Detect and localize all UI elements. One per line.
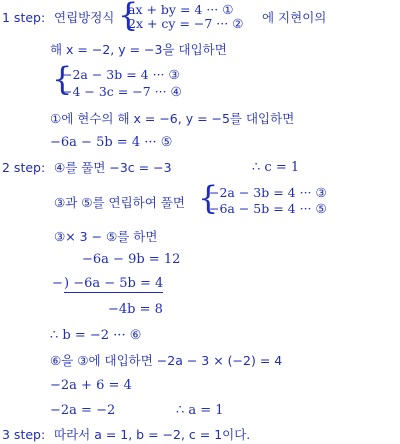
step1-label: 1 step: xyxy=(2,10,46,25)
solve-system-text: ③과 ⑤를 연립하여 풀면 xyxy=(54,195,185,210)
brace-system2: { xyxy=(52,60,73,98)
b-result: ∴ b = −2 ··· ⑥ xyxy=(50,328,142,343)
elimination-result: −4b = 8 xyxy=(108,302,163,317)
system2-eq4: −4 − 3c = −7 ··· ④ xyxy=(62,84,182,99)
step2-c-result: ∴ c = 1 xyxy=(252,160,300,175)
equation-5: −6a − 5b = 4 ··· ⑤ xyxy=(50,135,173,150)
system3-eq3: −2a − 3b = 4 ··· ③ xyxy=(209,185,327,200)
elimination-minus-sign: − xyxy=(52,276,63,291)
final-answer: 따라서 a = 1, b = −2, c = 1이다. xyxy=(54,427,251,442)
step2-solve-4: ④를 풀면 −3c = −3 xyxy=(54,160,172,175)
elimination-row2: ) −6a − 5b = 4 xyxy=(64,276,164,291)
elimination-instruction: ③× 3 − ⑤를 하면 xyxy=(54,229,158,244)
substitute-hyunsu-line: ①에 현수의 해 x = −6, y = −5를 대입하면 xyxy=(50,111,295,126)
system2-eq3: −2a − 3b = 4 ··· ③ xyxy=(62,67,180,82)
substitute-6-into-3: ⑥을 ③에 대입하면 −2a − 3 × (−2) = 4 xyxy=(50,353,283,368)
brace-system3: { xyxy=(198,179,219,217)
step1-prefix: 연립방정식 xyxy=(54,10,115,25)
simplify-line: −2a + 6 = 4 xyxy=(50,378,132,393)
step3-label: 3 step: xyxy=(2,427,46,442)
brace-system1: { xyxy=(118,0,139,34)
system1-eq2: 2x + cy = −7 ··· ② xyxy=(128,16,244,31)
a-equation: −2a = −2 xyxy=(50,403,116,418)
step1-suffix: 에 지현이의 xyxy=(262,10,327,25)
elimination-row1: −6a − 9b = 12 xyxy=(82,252,181,267)
a-result: ∴ a = 1 xyxy=(176,403,224,418)
system3-eq5: −6a − 5b = 4 ··· ⑤ xyxy=(209,201,327,216)
substitute-jihyun-line: 해 x = −2, y = −3을 대입하면 xyxy=(50,42,227,57)
step2-label: 2 step: xyxy=(2,160,46,175)
system1-eq1: ax + by = 4 ··· ① xyxy=(128,2,234,17)
